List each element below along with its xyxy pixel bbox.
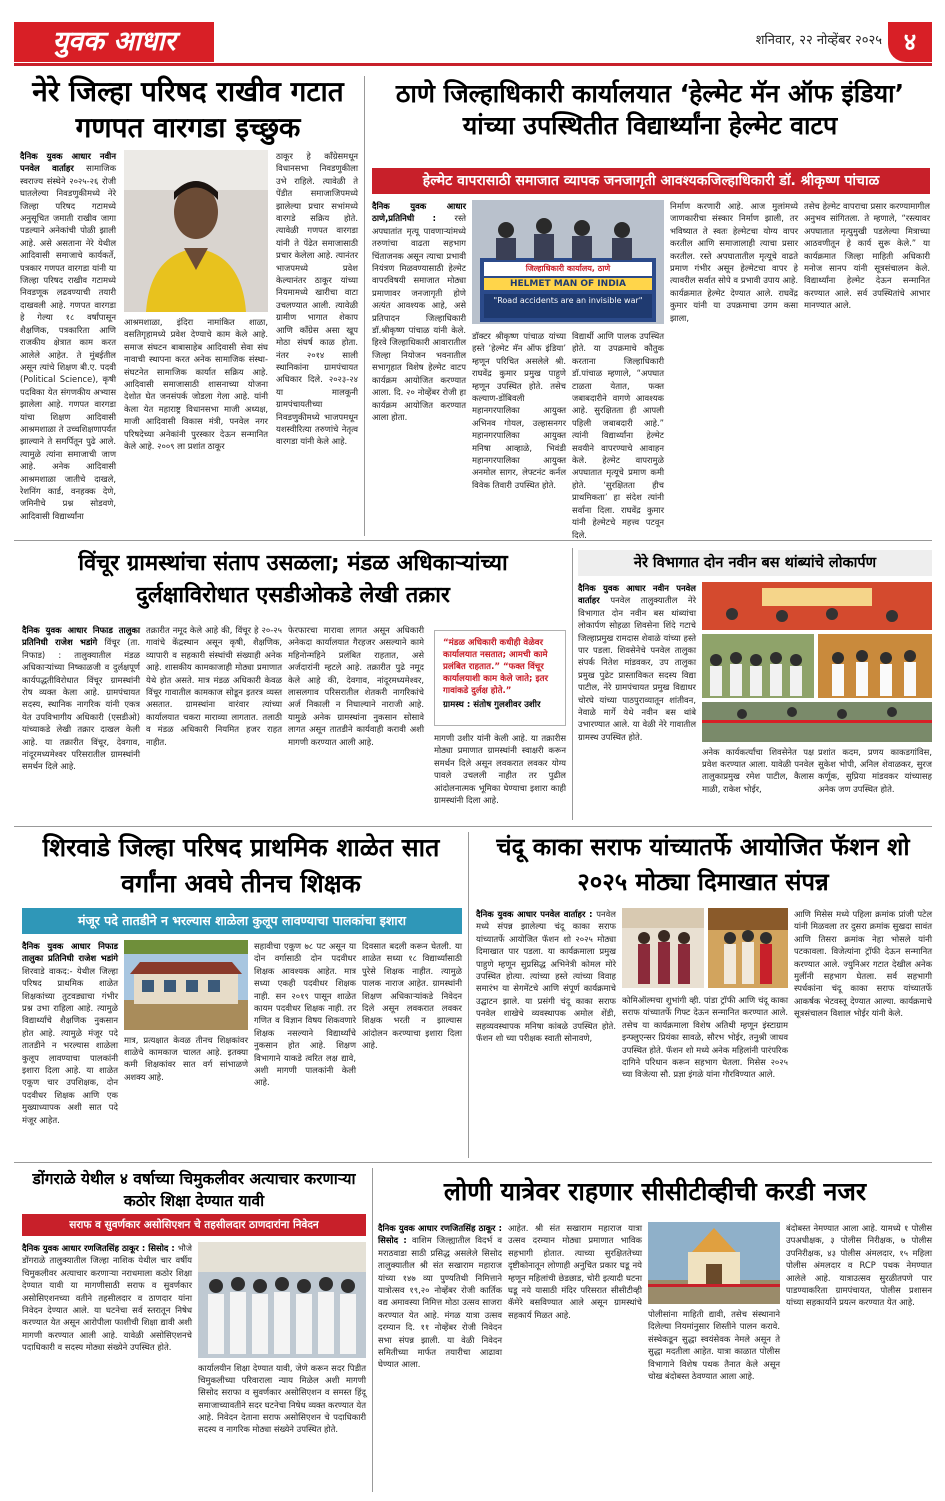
a1-portrait-photo <box>124 150 268 312</box>
a3-col2: तक्रारीत नमूद केले आहे की, विंचूर हे २०-२५ गावांचे केंद्रस्थान असून कृषी, शैक्षणिक, व्यापारी व सहकारी संस्थांची संख्याही अनेक आहे. शासकीय कामकाजाही मोठ्या प्रमाणात येथे होत असते. मात्र मंडळ अधिकारी केवळ विंचूर गावातील कामकाज सोडून इतरत्र व्यस्त असतात. ग्रामस्थांना वारंवार त्यांच्या कार्यालयात चकरा माराव्या लागतात. तलाठी व मंडळ अधिकारी नियमित हजर राहत नाहीत. <box>146 625 282 747</box>
a5-text1: शिरवाडे वाकद:- येथील जिल्हा परिषद प्राथमिक शाळेत शिक्षकांच्या तुटवड्याचा गंभीर प्रश्न उभा राहिला आहे. त्यामुळे विद्यार्थ्यांचे शैक्षणिक नुकसान होत आहे. त्यामुळे मंजूर पदे तातडीने न भरल्यास शाळेला कुलूप लावण्याचा पालकांनी इशारा दिला आहे. या शाळेत एकूण चार उपशिक्षक, दोन पदवीधर शिक्षक आणि एक मुख्याध्यापक अशी सात पदे मंजूर आहेत. <box>22 965 118 1125</box>
a4-photo-leaders <box>818 634 932 698</box>
a8-temple-photo <box>648 1222 780 1304</box>
a2-event-photo <box>472 200 664 324</box>
a1-col3: ठाकूर हे काँग्रेसमधून विधानसभा निवडणुकीला उभे राहिले. त्यावेळी ते पेंडीत समाजाजिपमध्ये झालेल्या प्रचार सभांमध्ये वारगडे सक्रिय होते. त्यावेळी गणपत वारगडा यांनी ते पेंढेत समाजासाठी प्रचार केलेला आहे. त्यानंतर भाजपमध्ये प्रवेश केल्यानंतर ठाकूर यांच्या नियमामध्ये खारीचा वाटा उचलण्यात आली. त्यावेळी ग्रामीण भागात शेकाप आणि काँग्रेस असा खूप मोठा संघर्ष काळ होता. नंतर २०१४ साली स्थानिकांना ग्रामपंचायत अधिकार दिले. २०२३-२४ या मालकूनी ग्रामपंचायतीच्या निवडणुकीमध्ये भाजपमधून यशस्वीरित्या तरुणांचे नेतृत्व वारगडा यांनी केले आहे. <box>276 151 358 447</box>
a3-text1: विंचूर (ता. निफाड) : तालुक्यातील मंडळ अधिकाऱ्यांच्या निष्काळजी व दुर्लक्षपूर्ण कार्यपद्धतीविरोधात विंचूर ग्रामस्थांनी रोष व्यक्त केला आहे. ग्रामपंचायत सदस्य, स्थानिक नागरिक यांनी एकत्र येत उपविभागीय अधिकारी (एसडीओ) यांच्याकडे लेखी तक्रार दाखल केली आहे. या तक्रारीत विंचूर, देवगाव, नांदूरमध्यमेश्वर परिसरातील ग्रामस्थांनी समर्थन दिले आहे. <box>22 637 140 772</box>
a8-col2: आहेत. श्री संत सखाराम महाराज यात्रा उत्सव दरम्यान मोठ्या प्रमाणात भाविक सहभागी होतात. त्याच्या सुरक्षिततेच्या दृष्टीकोनातून लोणाही अनुचित प्रकार घडू नये म्हणून महिलांची छेडछाड, चोरी इत्यादी घटना घडू नये यासाठी मंदिर परिसरात सीसीटीव्ही कॅमेरे बसविण्यात आले असून ग्रामस्थांचे सहकार्य मिळत आहे. <box>508 1223 642 1320</box>
a2-byline: दैनिक युवक आधार ठाणे,प्रतिनिधी : <box>372 201 466 224</box>
a5-col3: दिवसात बदली करून घेतली. या शाळेत सध्या १८ विद्यार्थ्यांसाठी पुरेसे शिक्षक नाहीत. त्यामुळे पालक नाराज आहेत. ग्रामस्थांनी शिक्षण अधिकाऱ्यांकडे निवेदन दिले असून लवकरात लवकर शिक्षक भरती न झाल्यास आंदोलन करण्याचा इशारा दिला आहे. <box>362 941 462 1051</box>
column-divider <box>372 1168 373 1492</box>
a3-col4: मागणी उशीर यांनी केली आहे. या तक्रारीस मोठ्या प्रमाणात ग्रामस्थांनी स्वाक्षरी करून समर्थन दिले असून लवकरात लवकर योग्य पावले उचलली नाहीत तर पुढील आंदोलनात्मक भूमिका घेण्याचा इशारा काही ग्रामस्थांनी दिला आहे. <box>434 733 566 806</box>
column-divider <box>572 548 573 820</box>
a6-col3: आणि मिसेस मध्ये पहिला क्रमांक प्रांजी पटेल यांनी मिळवला तर दुसरा क्रमांक सुखदा सावंत आणि तिसरा क्रमांक नेहा भोसले यांनी पटकावला. विजेत्यांना ट्रॉफी देऊन सन्मानित करण्यात आले. ज्युनिअर गटात देखील अनेक मुलींनी सहभाग घेतला. सर्व सहभागी स्पर्धकांना चंदू काका सराफ यांच्यातर्फे आकर्षक भेटवस्तू देण्यात आल्या. कार्यक्रमाचे सूत्रसंचालन विशाल भोईर यांनी केले. <box>794 909 932 1019</box>
a5-col2: सहावीचा एकूण ७८ पट असून या दोन वर्गासाठी दोन पदवीधर शिक्षक आवश्यक आहेत. मात्र सध्या एकही पदवीधर शिक्षक नाही. सन २०१९ पासून शाळेत कायम पदवीधर शिक्षक नाही. तर गणित व विज्ञान विषय शिकवणारे शिक्षक नसल्याने विद्यार्थ्यांचे नुकसान होत आहे. शिक्षण विभागाने याकडे त्वरित लक्ष द्यावे, अशी मागणी पालकांनी केली आहे. <box>254 941 356 1088</box>
a7-caption: कार्यालयीन शिक्षा देण्यात यावी, जेणे करून सदर पिडीत चिमुकलीच्या परिवाराला न्याय मिळेल अशी मागणी सिसोद सराफा व सुवर्णकार असोसिएशन व समस्त हिंदू समाजाच्यावतीने सदर घटनेचा निषेध व्यक्त करण्यात येत आहे. निवेदन देताना सराफ असोसिएशन चे पदाधिकारी सदस्य व नागरिक मोठ्या संख्येने उपस्थित होते. <box>198 1363 366 1435</box>
a4-photo-crowd <box>702 634 814 698</box>
section-rule <box>14 1162 932 1163</box>
a4-col1 <box>578 582 696 822</box>
a7-group-photo <box>198 1242 366 1358</box>
a1-col2: आश्रमशाळा, इंदिरा नामांकित शाळा, वसतिगृहामध्ये प्रवेश देण्याचे काम केले आहे. समाज संघटन बाबासाहेब आदिवासी सेवा संघ नावाची स्थापना करत अनेक सामाजिक संस्था- संघटनेत सामाजिक कार्यात सक्रिय आहे. आदिवासी समाजासाठी शासनाच्या योजना देशोत घेत जनसंपर्क जोडला गेला आहे. यांनी केला येत महाराष्ट्र विधानसभा माजी अध्यक्ष, माजी आदिवासी विकास मंत्री, पनवेल नगर परिषदेच्या अनेकांनी पुरस्कार देऊन सन्मानित केले आहे. २००९ ला प्रशांत ठाकूर <box>124 317 268 452</box>
a3-headline: विंचूर ग्रामस्थांचा संताप उसळला; मंडळ अधिकाऱ्यांच्या दुर्लक्षाविरोधात एसडीओकडे लेखी तक्रार <box>78 551 508 608</box>
a5-headline: शिरवाडे जिल्हा परिषद प्राथमिक शाळेत सात वर्गांना अवघे तीनच शिक्षक <box>42 833 440 898</box>
a4-headline: नेरे विभागात दोन नवीन बस थांब्यांचे लोकार्पण <box>578 550 932 576</box>
a8-headline: लोणी यात्रेवर राहणार सीसीटीव्हीची करडी नजर <box>443 1177 867 1206</box>
a1-text1: सामाजिक स्वराज्य संस्थेने २०२५-२६ रोजी घातलेल्या निवडणुकीमध्ये नेरे जिल्हा परिषद गटामध्ये अनुसूचित जमाती राखीव जागा पडल्याने अनेकांची पोळी झाली आहे. असे असताना नेरे येथील आदिवासी समाजाचे कार्यकर्ते, पत्रकार गणपत वारगडा यांनी या जिल्हा परिषद राखीव गटामध्ये निवडणूक लढवण्याची तयारी दाखवली आहे. गणपत वारगडा हे गेल्या १८ वर्षांपासून शैक्षणिक, पत्रकारिता आणि राजकीय क्षेत्रात काम करत आलेले आहेत. ते मुंबईतील असून त्यांचे शिक्षण बी.ए. पदवी (Political Science), कृषी पदविका येत संगणकीय अभ्यास झालेला आहे. गणपत वारगडा यांचा शिक्षण आदिवासी आश्रमशाळा ते उच्चशिक्षणापर्यंत झाल्याने ते समर्पितून पुढे आले. त्यामुळे त्यांना समाजाची जाण आहे. अनेक आदिवासी आश्रमशाळा जातीचे दाखले, रेशनिंग कार्ड, वनहक्क देणे, जमिनीचे प्रश्न सोडवणे, आदिवासी विद्यार्थ्यांना <box>20 163 116 521</box>
a3-quote-text: “मंडळ अधिकारी कधीही वेळेवर कार्यालयात नसतात; आमची कामे प्रलंबित राहतात.” “फक्त विंचूर कार्यालयाशी काम केले जाते; इतर गावांकडे दुर्लक्ष होते.” <box>443 638 549 696</box>
a3-byline: दैनिक युवक आधार निफाड तालुका प्रतिनिधी राजेश भडांगे <box>22 625 140 648</box>
a2-col3: विद्यार्थी आणि पालक उपस्थित होते. या उपक्रमाचे कौतुक करताना जिल्हाधिकारी डॉ.पांचाळ म्हणाले, “अपघात टाळता येतात, फक्त जबाबदारीने वागणे आवश्यक आहे. सुरक्षितता ही आपली पहिली जबाबदारी आहे.” त्यांनी विद्यार्थ्यांना हेल्मेट सवयीने वापरण्याचे आवाहन केले. हेल्मेट वापरामुळे अपघातात मृत्यूचे प्रमाण कमी होते. ‘सुरक्षितता हीच प्राथमिकता’ हा संदेश त्यांनी सर्वांना दिला. राघवेंद्र कुमार यांनी हेल्मेटचे महत्त्व पटवून दिले. <box>572 331 664 540</box>
a6-photo-stage <box>622 908 704 988</box>
a2-col1 <box>372 200 466 534</box>
a6-col2: कोमिऑल्मचा शुभांगी व्ही. पांडा ट्रॉफी आणि चंदू काका सराफ यांच्यातर्फे गिफ्ट देऊन सन्मानित करण्यात आले. तसेच या कार्यक्रमाला विशेष अतिथी म्हणून इंस्टाग्राम इन्फ्लुएन्सर प्रियंका सावळे, सौरभ भोईर, तनुश्री जाधव उपस्थित होते. फॅशन शो मध्ये अनेक महिलांनी पारंपरिक दागिने परिधान करून सहभाग घेतला. मिसेस २०२५ च्या विजेत्या सौ. प्रज्ञा इंगळे यांना गौरविण्यात आले. <box>622 995 788 1080</box>
a8-col1 <box>378 1222 502 1492</box>
a2-banner-office: जिल्हाधिकारी कार्यालय, ठाणे <box>525 264 611 273</box>
section-rule <box>14 540 932 541</box>
a4-caption-right: प्रशांत कदम, प्रणय काकडगांविस, सुकेश भोपी, अनिल शेवाळकर, सुरज कर्णूक, सुप्रिया मांडवकर यांच्यासह अनेक जण उपस्थित होते. <box>818 747 932 794</box>
a8-col4: बंदोबस्त नेमण्यात आला आहे. यामध्ये १ पोलीस उपअधीक्षक, ३ पोलीस निरीक्षक, ७ पोलीस उपनिरीक्षक, ४३ पोलीस अंमलदार, १५ महिला पोलीस अंमलदार व RCP पथक नेमण्यात आलेले आहे. यात्राउत्सव सुरळीतपणे पार पाडण्याकरिता ग्रामपंचायत, पोलीस प्रशासन यांच्या सहकार्याने प्रयत्न करण्यात येत आहे. <box>786 1223 932 1308</box>
a2-text1: रस्ते अपघातांत मृत्यू पावणाऱ्यांमध्ये तरुणांचा वाढता सहभाग चिंताजनक असून त्याचा प्रभावी नियंत्रण मिळवण्यासाठी हेल्मेट वापरविषयी समाजात मोठ्या प्रमाणावर जनजागृती होणे अत्यंत आवश्यक आहे, असे प्रतिपादन जिल्हाधिकारी डॉ.श्रीकृष्ण पांचाळ यांनी केले. हिरवे जिल्हाधिकारी आवारातील जिल्हा नियोजन भवनातील सभागृहात विशेष हेल्मेट वाटप कार्यक्रम आयोजित करण्यात आला. दि. २० नोव्हेंबर रोजी हा कार्यक्रम आयोजित करण्यात आला होता. <box>372 213 466 422</box>
a2-col2: डॉक्टर श्रीकृष्ण पांचाळ यांच्या हस्ते ‘हेल्मेट मॅन ऑफ इंडिया’ म्हणून परिचित असलेले श्री. राघवेंद्र कुमार प्रमुख पाहुणे म्हणून उपस्थित होते. तसेच कल्याण-डोंबिवली महानगरपालिका आयुक्त अभिनव गोयल, उल्हासनगर महानगरपालिका आयुक्त मनिषा आव्हाळे, भिवंडी महानगरपालिका आयुक्त अनमोल सागर, लेफ्टनंट कर्नल विवेक तिवारी उपस्थित होते. <box>472 331 566 490</box>
page-number: ४ <box>888 22 932 62</box>
issue-date: शनिवार, २२ नोव्हेंबर २०२५ <box>755 33 882 48</box>
a3-col1 <box>22 624 140 822</box>
a2-col4: निर्माण करणारी आहे. आज मुलांमध्ये जाणकारीचा संस्कार निर्माण झाली, तर भविष्यात ते स्वतः हेल्मेटचा योग्य वापर करतील आणि समाजालाही त्याचा प्रसार करतील. रस्ते अपघातातील मृत्यूचे वाढते प्रमाण गंभीर असून हेल्मेटचा वापर हे त्यावरील सर्वात सोपे व प्रभावी उपाय आहे. कार्यक्रमात हेल्मेट देण्यात आले. राघवेंद्र कुमार यांनी या उपक्रमाचा उगम कसा झाला, <box>670 201 798 323</box>
section-rule <box>14 826 932 827</box>
a6-headline: चंदू काका सराफ यांच्यातर्फे आयोजित फॅशन शो २०२५ मोठ्या दिमाखात संपन्न <box>496 833 910 896</box>
a8-col3: पोलीसांना माहिती द्यावी, तसेच संस्थानाने दिलेल्या नियमांनुसार शिस्तीने पालन करावे. संस्थेकडून सुद्धा स्वयंसेवक नेमले असून ते सुद्धा मदतीला आहेत. यात्रा काळात पोलीस विभागाने विशेष पथक तैनात केले असून चोख बंदोबस्त ठेवण्यात आला आहे. <box>648 1309 780 1382</box>
a2-headline: ठाणे जिल्हाधिकारी कार्यालयात ‘हेल्मेट मॅन ऑफ इंडिया’ यांच्या उपस्थितीत विद्यार्थ्यांना हेल्मेट वाटप <box>395 79 905 140</box>
a1-col1 <box>20 150 116 532</box>
a5-col1 <box>22 940 118 1158</box>
a5-subheadline-band: मंजूर पदे तातडीने न भरल्यास शाळेला कुलूप लावण्याचा पालकांचा इशारा <box>22 908 462 934</box>
column-divider <box>364 76 365 536</box>
a4-byline: दैनिक युवक आधार नवीन पनवेल वार्ताहर <box>578 583 696 606</box>
column-divider <box>468 832 469 1158</box>
a7-byline: दैनिक युवक आधार रणजितसिंह ठाकूर : सिसोद : <box>22 1243 178 1253</box>
a2-subheadline-band: हेल्मेट वापरासाठी समाजात व्यापक जनजागृती आवश्यकजिल्हाधिकारी डॉ. श्रीकृष्ण पांचाळ <box>372 168 930 194</box>
a3-col3: फेरफारचा मारावा लागत असून अधिकारी अनेकदा कार्यालयात गैरहजर असल्याने कामे महिनोन्महिने प्रलंबित राहतात, असे अर्जदारांनी म्हटले आहे. तक्रारीत पुढे नमूद केले आहे की, देवगाव, नांदूरमध्यमेश्वर, लासलगाव परिसरातील शेतकरी नागरिकांचे अर्ज निकाली न निघाल्याने नाराजी आहे. यामुळे अनेक ग्रामस्थांना नुकसान सोसावे लागत असून तातडीने कार्यवाही करावी अशी मागणी करण्यात आली आहे. <box>288 625 424 747</box>
a5-caption: मात्र, प्रत्यक्षात केवळ तीनच शिक्षकांवर शाळेचे कामकाज चालत आहे. इतक्या कमी शिक्षकांवर सात वर्ग सांभाळणे अशक्य आहे. <box>124 1035 248 1082</box>
a5-byline: दैनिक युवक आधार निफाड तालुका प्रतिनिधी राजेश भडांगे <box>22 941 118 964</box>
a2-banner-title: HELMET MAN OF INDIA <box>510 279 626 289</box>
newspaper-logo: युवक आधार <box>14 22 214 62</box>
a5-school-photo <box>124 940 248 1030</box>
a4-text1: पनवेल तालुक्यातील नेरे विभागात दोन नवीन बस थांब्यांचा लोकार्पण सोहळा शिवसेना शिंदे गटाचे जिल्हाप्रमुख रामदास शेवाळे यांच्या हस्ते पार पडला. शिवसेनेचे पनवेल तालुका संपर्क नितेश मांडवकर, उप तालुका प्रमुख पुढेट प्रास्ताविकत सदस्य विद्या पाटील, नेरे ग्रामपंचायत प्रमुख विद्याधर चोरघे यांच्या पाठपुराव्यातून शांतीवन, नेवाळे मार्गे येथे नवीन बस थांबे उभारण्यात आले. या वेळी नेरे गावातील ग्रामस्थ उपस्थित होते. <box>578 595 696 742</box>
a7-headline: डोंगराळे येथील ४ वर्षाच्या चिमुकलीवर अत्याचार करणाऱ्या कठोर शिक्षा देण्यात यावी <box>32 1170 356 1210</box>
a8-text1: वाशिम जिल्ह्यातील विदर्भ व मराठवाडा साठी प्रसिद्ध असलेले सिसोद तालुक्यातील श्री संत सखाराम महाराज यांच्या १४७ व्या पुण्यतिथी निमित्ताने यात्रोत्सव १९,२० नोव्हेंबर रोजी कार्तिक वद्य अमावस्या निमित्त मोठा उत्सव साजरा करण्यात येत आहे. मंगळ यात्रा उत्सव दरम्यान दि. ११ नोव्हेंबर रोजी निवेदन सभा संपन्न झाली. या वेळी निवेदन समितीच्या मार्फत तयारीचा आढावा घेण्यात आला. <box>378 1235 503 1370</box>
a2-col5: तसेच हेल्मेट वापराचा प्रसार करण्यामागील अनुभव सांगितला. ते म्हणाले, “रस्त्यावर अपघातात मृत्युमुखी पडलेल्या मित्राच्या आठवणीतून हे कार्य सुरू केले.” या कार्यक्रमात जिल्हा माहिती अधिकारी मनोज सानप यांनी सूत्रसंचालन केले. विद्यार्थ्यांना हेल्मेट देऊन सन्मानित करण्यात आले. सर्व उपस्थितांचे आभार मानण्यात आले. <box>804 201 930 311</box>
a4-photo-ribbon <box>702 702 932 742</box>
a1-byline: दैनिक युवक आधार नवीन पनवेल वार्ताहर <box>20 151 116 174</box>
a6-text1: पनवेल मध्ये संपन्न झालेल्या चंदू काका सराफ यांच्यातर्फे आयोजित फॅशन शो २०२५ मोठ्या दिमाखात पार पडला. या कार्यक्रमाला प्रमुख पाहुणे म्हणून सुप्रसिद्ध अभिनेत्री कोमल मोरे उपस्थित होत्या. त्यांच्या हस्ते त्यांच्या विवाह समारंभ या सेगमेंटचे आणि संपूर्ण कार्यक्रमाचे उद्घाटन झाले. या प्रसंगी चंदू काका सराफ पनवेल शाखेचे व्यवस्थापक अमोल शेंडी, सहव्यवस्थापक मनिषा कांबळे उपस्थित होते. फॅशन शो च्या परीक्षक स्वाती सोनावणे, <box>476 909 616 1044</box>
a2-banner-slogan: "Road accidents are an invisible war" <box>493 296 643 305</box>
a4-photo-busstop <box>702 582 932 630</box>
a4-caption-left: अनेक कार्यकर्त्यांचा शिवसेनेत पक्ष प्रवेश करण्यात आला. यावेळी पनवेल तालुकाप्रमुख रमेश पाटील, कैलास माळी, राकेश भोईर, <box>702 747 814 794</box>
a6-col1 <box>476 908 616 1158</box>
a7-text1: भौजे डोंगराळे तालुक्यातील जिल्हा नाशिक येथील चार वर्षीय चिमुकलीवर अत्याचार करणाऱ्या नराधमाला कठोर शिक्षा देण्यात यावी या मागणीसाठी सराफ व सुवर्णकार असोसिएशनच्या वतीने तहसीलदार व ठाणदार यांना निवेदन देण्यात आले. या घटनेचा सर्व स्तरातून निषेध करण्यात येत असून आरोपीला फाशीची शिक्षा द्यावी अशी मागणी करण्यात आली आहे. यावेळी असोसिएशनचे पदाधिकारी व सदस्य मोठ्या संख्येने उपस्थित होते. <box>22 1243 192 1353</box>
a1-headline: नेरे जिल्हा परिषद राखीव गटात गणपत वारगडा इच्छुक <box>32 75 344 144</box>
a3-pullquote <box>434 630 566 726</box>
a7-col1 <box>22 1242 192 1492</box>
a6-photo-winners <box>708 908 788 988</box>
a7-subheadline-band: सराफ व सुवर्णकार असोसिएशन चे तहसीलदार ठाणदारांना निवेदन <box>22 1214 366 1236</box>
a8-byline: दैनिक युवक आधार रणजितसिंह ठाकूर : सिसोद : <box>378 1223 502 1246</box>
a3-quote-source: ग्रामस्थ : संतोष गुलशीवर उशीर <box>443 700 541 710</box>
masthead <box>14 22 932 66</box>
a6-byline: दैनिक युवक आधार पनवेल वार्ताहर : <box>476 909 597 919</box>
